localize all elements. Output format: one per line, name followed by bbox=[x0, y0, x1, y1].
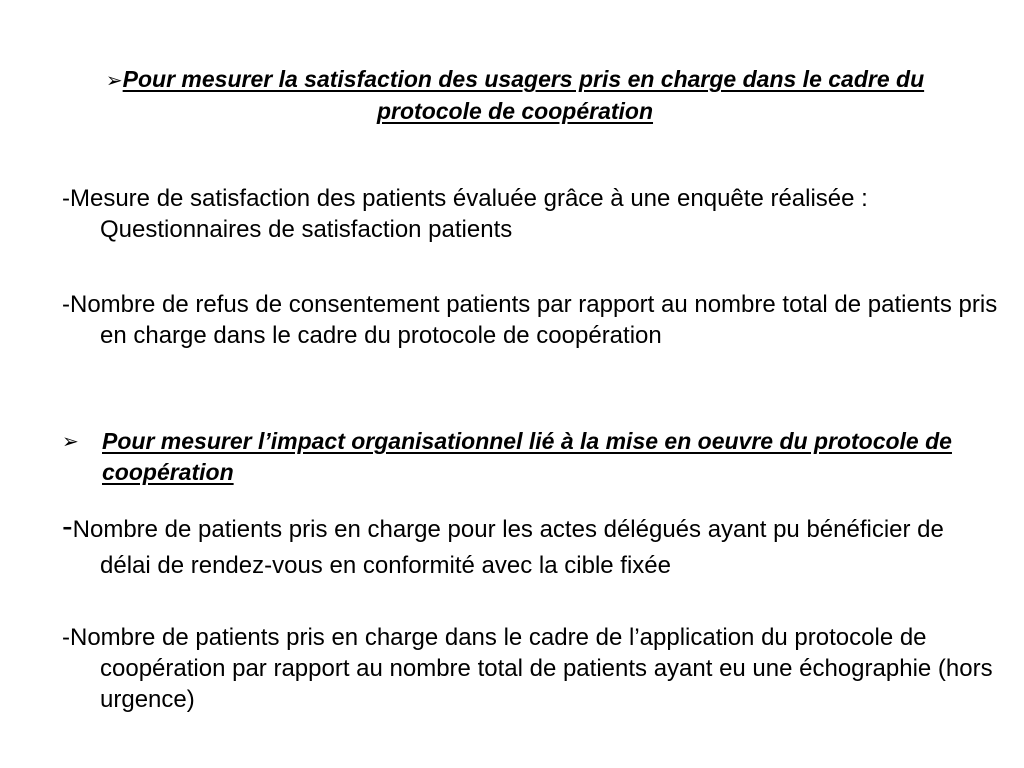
paragraph-consent-refusals: -Nombre de refus de consentement patients par rapport au nombre total de patients pris en charge dans le cadre du protocole de coopération bbox=[62, 291, 998, 349]
section-heading-organisational-impact bbox=[62, 426, 952, 488]
paragraph-appointment-delays bbox=[62, 508, 1000, 584]
section-heading-satisfaction-text: Pour mesurer la satisfaction des usagers pris en charge dans le cadre du protocole de coopération bbox=[122, 66, 925, 124]
dash-marker: - bbox=[62, 508, 73, 544]
section-heading-satisfaction bbox=[60, 64, 970, 127]
arrow-bullet-icon: ➢ bbox=[62, 429, 79, 453]
section-heading-organisational-impact-text: Pour mesurer l’impact organisationnel lié à la mise en oeuvre du protocole de coopération bbox=[102, 428, 952, 485]
paragraph-ultrasound-ratio: -Nombre de patients pris en charge dans le cadre de l’application du protocole de coopération par rapport au nombre total de patients ayant eu une échographie (hors urgence) bbox=[62, 624, 993, 713]
arrow-bullet-icon: ➢ bbox=[105, 68, 123, 92]
paragraph-appointment-delays-text: Nombre de patients pris en charge pour les actes délégués ayant pu bénéficier de délai de rendez-vous en conformité avec la cible fixée bbox=[72, 516, 944, 579]
paragraph-satisfaction-survey: -Mesure de satisfaction des patients évaluée grâce à une enquête réalisée : Questionnaires de satisfaction patients bbox=[62, 185, 868, 243]
